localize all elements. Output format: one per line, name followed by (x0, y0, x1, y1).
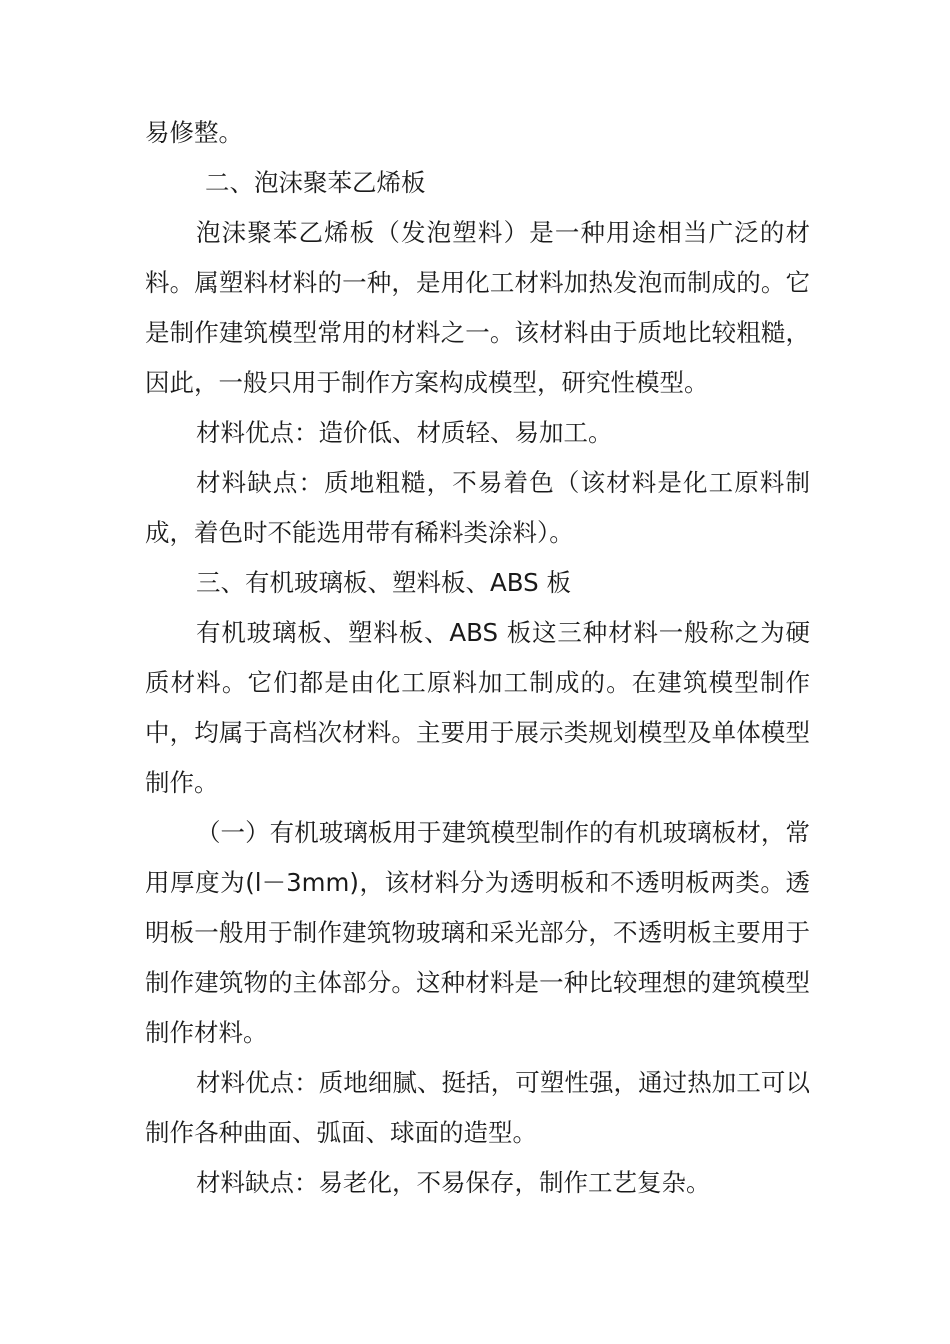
document-body (145, 108, 810, 1208)
paragraph-acrylic-board: （一）有机玻璃板用于建筑模型制作的有机玻璃板材，常用厚度为(l－3mm)，该材料分为透明板和不透明板两类。透明板一般用于制作建筑物玻璃和采光部分，不透明板主要用于制作建筑物的主体部分。这种材料是一种比较理想的建筑模型制作材料。 (145, 818, 810, 1047)
paragraph-continuation: 易修整。 (145, 118, 243, 147)
paragraph-hard-materials-intro: 有机玻璃板、塑料板、ABS 板这三种材料一般称之为硬质材料。它们都是由化工原料加工制成的。在建筑模型制作中，均属于高档次材料。主要用于展示类规划模型及单体模型制作。 (145, 618, 810, 797)
paragraph-foam-board-advantages: 材料优点：造价低、材质轻、易加工。 (196, 418, 613, 447)
section-heading-foam-board: 二、泡沫聚苯乙烯板 (205, 168, 426, 197)
paragraph-foam-board-intro: 泡沫聚苯乙烯板（发泡塑料）是一种用途相当广泛的材料。属塑料材料的一种，是用化工材料加热发泡而制成的。它是制作建筑模型常用的材料之一。该材料由于质地比较粗糙，因此，一般只用于制作方案构成模型，研究性模型。 (145, 218, 810, 397)
section-heading-acrylic-plastic-abs: 三、有机玻璃板、塑料板、ABS 板 (196, 568, 571, 597)
paragraph-acrylic-disadvantages: 材料缺点：易老化，不易保存，制作工艺复杂。 (196, 1168, 711, 1197)
paragraph-foam-board-disadvantages: 材料缺点：质地粗糙，不易着色（该材料是化工原料制成，着色时不能选用带有稀料类涂料）。 (145, 468, 810, 547)
paragraph-acrylic-advantages: 材料优点：质地细腻、挺括，可塑性强，通过热加工可以制作各种曲面、弧面、球面的造型。 (145, 1068, 810, 1147)
